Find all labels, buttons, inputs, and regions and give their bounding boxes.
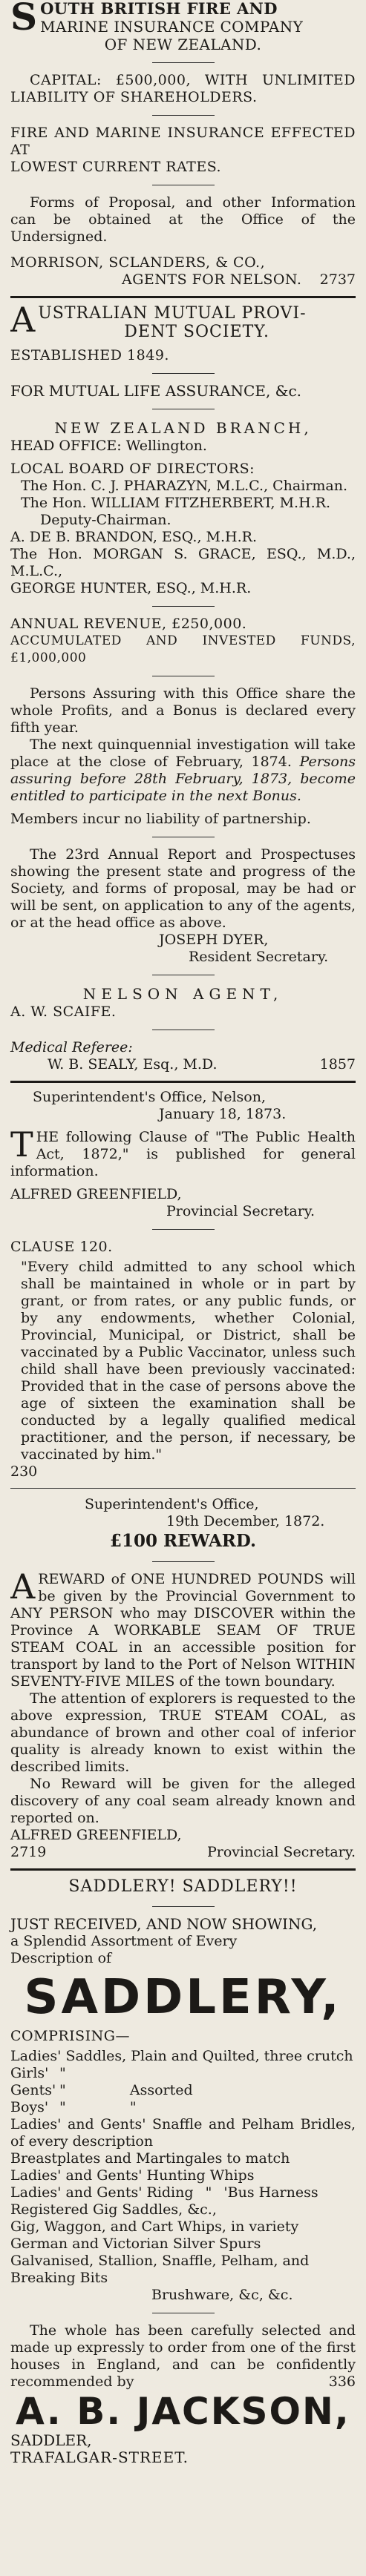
- signer-name: ALFRED GREENFIELD,: [10, 1186, 182, 1202]
- ref-number: 230: [10, 1463, 38, 1480]
- list-item-note: Assorted: [129, 2082, 193, 2098]
- list-item-label: Ladies' and Gents' Riding: [10, 2184, 194, 2201]
- profits-paragraph: Persons Assuring with this Office share the whole Profits, and a Bonus is declared every fifth year.: [10, 685, 356, 736]
- dropcap-t: T: [10, 1129, 33, 1165]
- splendid-line2: Description of: [10, 1950, 112, 1966]
- ad-separator: [10, 1868, 356, 1871]
- secretary-name: JOSEPH DYER,: [159, 932, 269, 948]
- divider: [152, 1561, 215, 1562]
- public-health-body: HE following Clause of "The Public Health Act, 1872," is published for general information.: [10, 1129, 356, 1179]
- south-british-insurance-ad: [10, 0, 356, 289]
- established: ESTABLISHED 1849.: [10, 347, 169, 363]
- ad-title-line1: USTRALIAN MUTUAL PROVI-: [38, 304, 307, 323]
- divider: [152, 373, 215, 374]
- office-line1: Superintendent's Office, Nelson,: [33, 1089, 266, 1105]
- amp-society-ad: [10, 304, 356, 1073]
- signer-name: ALFRED GREENFIELD,: [10, 1827, 182, 1843]
- dropcap-a: A: [10, 1571, 36, 1607]
- director-4: The Hon. MORGAN S. GRACE, ESQ., M.D., M.L.C.,: [10, 546, 356, 579]
- splendid-line1: a Splendid Assortment of Every: [10, 1933, 238, 1949]
- fire-marine-line1: FIRE AND MARINE INSURANCE EFFECTED AT: [10, 125, 356, 158]
- saddlery-ad: [10, 1877, 356, 2466]
- members-liability: Members incur no liability of partnership.: [10, 811, 311, 827]
- divider: [152, 62, 215, 63]
- just-received: JUST RECEIVED, AND NOW SHOWING,: [10, 1915, 318, 1933]
- list-item-label: Girls': [10, 2065, 49, 2081]
- list-item: [10, 2065, 356, 2082]
- list-item-label: Boys': [10, 2099, 49, 2115]
- list-item: Brushware, &c, &c.: [151, 2287, 293, 2303]
- ad-title-line2: DENT SOCIETY.: [124, 323, 269, 341]
- ditto-mark: ": [59, 2065, 66, 2081]
- ditto-mark: ": [59, 2099, 66, 2115]
- saddlery-headline: SADDLERY! SADDLERY!!: [68, 1877, 298, 1896]
- ad-separator: [10, 296, 356, 298]
- local-board: LOCAL BOARD OF DIRECTORS:: [10, 461, 255, 477]
- list-item: [10, 2099, 356, 2116]
- clause-title: CLAUSE 120.: [10, 1239, 113, 1255]
- ref-number: 2719: [10, 1844, 47, 1860]
- ad-separator: [10, 1488, 356, 1489]
- list-item: Galvanised, Stallion, Snaffle, Pelham, and Breaking Bits: [10, 2253, 310, 2286]
- dropcap-a: A: [10, 304, 36, 340]
- dropcap-s: S: [10, 0, 38, 36]
- owner-address: TRAFALGAR-STREET.: [10, 2448, 189, 2466]
- nelson-agent-name: A. W. SCAIFE.: [10, 1004, 117, 1020]
- medical-referee-label: Medical Referee:: [10, 1039, 133, 1055]
- ref-number: 336: [328, 2374, 356, 2390]
- list-item: [10, 2184, 356, 2201]
- agent-role: AGENTS FOR NELSON.: [122, 271, 302, 288]
- director-2-role: Deputy-Chairman.: [40, 512, 171, 528]
- agent-name: MORRISON, SCLANDERS, & CO.,: [10, 254, 266, 271]
- office-line2: 19th December, 1872.: [166, 1513, 325, 1529]
- reward-title: £100 REWARD.: [109, 1531, 257, 1551]
- list-item: Ladies' and Gents' Snaffle and Pelham Bridles, of every description: [10, 2116, 356, 2150]
- ditto-mark: ": [205, 2184, 212, 2201]
- head-office: HEAD OFFICE: Wellington.: [10, 438, 207, 454]
- reward-para3: No Reward will be given for the alleged discovery of any coal seam already known and reported on.: [10, 1776, 356, 1826]
- saddlery-big-title: SADDLERY,: [24, 1970, 342, 2025]
- ad-title-line1: OUTH BRITISH FIRE AND: [40, 0, 278, 18]
- agent-role-row: [10, 271, 356, 289]
- list-item: Breastplates and Martingales to match: [10, 2150, 290, 2167]
- coal-reward-notice: [10, 1496, 356, 1861]
- list-item: [10, 2082, 356, 2099]
- clause-text: "Every child admitted to any school which shall be maintained in whole or in part by grant, or from rates, or any public funds, or by any endowments, whether Colonial, Provincial, Municipal, or District, shall be vaccinated by a Public Vaccinator, unless such child shall have been previously vaccinated: Provided that in the case of persons above the age of sixteen the examination shall be conducted by a legally qualified medical practitioner, and the person, if necessary, be vaccinated by him.": [21, 1259, 356, 1463]
- office-line2: January 18, 1873.: [159, 1106, 287, 1122]
- closing-paragraph: [10, 2322, 356, 2391]
- quinquennial-italic: Persons assuring before 28th February, 1873, become entitled to participate in the next Bonus.: [10, 754, 356, 804]
- divider: [152, 115, 215, 116]
- branch-title: NEW ZEALAND BRANCH,: [54, 419, 312, 437]
- list-item: Registered Gig Saddles, &c.,: [10, 2201, 217, 2218]
- secretary-role: Resident Secretary.: [189, 949, 329, 965]
- list-item: Ladies' Saddles, Plain and Quilted, three crutch: [10, 2048, 353, 2064]
- owner-name: A. B. JACKSON,: [16, 2390, 350, 2433]
- signer-row: [10, 1844, 356, 1861]
- ref-number: 1857: [319, 1056, 356, 1073]
- director-1: The Hon. C. J. PHARAZYN, M.L.C., Chairman.: [21, 478, 348, 494]
- comprising: COMPRISING—: [10, 2028, 130, 2044]
- list-item: Gig, Waggon, and Cart Whips, in variety: [10, 2218, 299, 2235]
- office-line1: Superintendent's Office,: [85, 1496, 259, 1512]
- list-item-label: Gents': [10, 2082, 56, 2098]
- signer-role: Provincial Secretary.: [206, 1844, 356, 1860]
- fire-marine-line2: LOWEST CURRENT RATES.: [10, 159, 222, 175]
- ditto-mark: ": [129, 2099, 137, 2115]
- ditto-mark: ": [59, 2082, 66, 2098]
- ad-title-line3: OF NEW ZEALAND.: [104, 36, 262, 53]
- annual-revenue: ANNUAL REVENUE, £250,000.: [10, 616, 247, 632]
- forms-text: Forms of Proposal, and other Information can be obtained at the Office of the Undersigned.: [10, 194, 356, 245]
- signer-role: Provincial Secretary.: [166, 1203, 316, 1219]
- director-3: A. DE B. BRANDON, ESQ., M.H.R.: [10, 529, 257, 545]
- divider: [152, 606, 215, 607]
- director-2: The Hon. WILLIAM FITZHERBERT, M.H.R.: [21, 495, 331, 511]
- quinquennial-paragraph: [10, 737, 356, 805]
- public-health-act-notice: [10, 1089, 356, 1480]
- quinquennial-text: The next quinquennial investigation will take place at the close of February, 1874.: [10, 737, 356, 770]
- closing-text: The whole has been carefully selected and made up expressly to order from one of the first houses in England, and can be confidently recommended by: [10, 2322, 356, 2390]
- capital-text: CAPITAL: £500,000, WITH UNLIMITED LIABILITY OF SHAREHOLDERS.: [10, 72, 356, 105]
- divider: [152, 1229, 215, 1230]
- list-item: Ladies' and Gents' Hunting Whips: [10, 2167, 255, 2184]
- director-5: GEORGE HUNTER, ESQ., M.H.R.: [10, 580, 252, 596]
- annual-report-paragraph: The 23rd Annual Report and Prospectuses showing the present state and progress of the Society, and forms of proposal, may be had or will be sent, on application to any of the agents, or at the head office as above.: [10, 846, 356, 931]
- medical-referee-row: [10, 1056, 356, 1073]
- medical-referee-name: W. B. SEALY, Esq., M.D.: [48, 1056, 218, 1073]
- nelson-agent-title: NELSON AGENT,: [82, 985, 284, 1003]
- list-item-note: 'Bus Harness: [223, 2184, 318, 2201]
- accumulated-funds: ACCUMULATED AND INVESTED FUNDS, £1,000,000: [10, 633, 356, 665]
- list-item: German and Victorian Silver Spurs: [10, 2236, 261, 2252]
- owner-role: SADDLER,: [10, 2431, 92, 2449]
- for-mutual: FOR MUTUAL LIFE ASSURANCE, &c.: [10, 382, 302, 400]
- ref-number: 2737: [319, 271, 356, 288]
- reward-para2: The attention of explorers is requested to the above expression, TRUE STEAM COAL, as abundance of brown and other coal of inferior quality is already known to exist within the described limits.: [10, 1690, 356, 1775]
- ad-title-line2: MARINE INSURANCE COMPANY: [40, 18, 304, 36]
- ad-separator: [10, 1081, 356, 1083]
- reward-body: REWARD of ONE HUNDRED POUNDS will be given by the Provincial Government to ANY PERSON who may DISCOVER within the Province A WORKABLE SEAM OF TRUE STEAM COAL in an accessible position for transport by land to the Port of Nelson WITHIN SEVENTY-FIVE MILES of the town boundary.: [10, 1571, 356, 1690]
- divider: [152, 1906, 215, 1907]
